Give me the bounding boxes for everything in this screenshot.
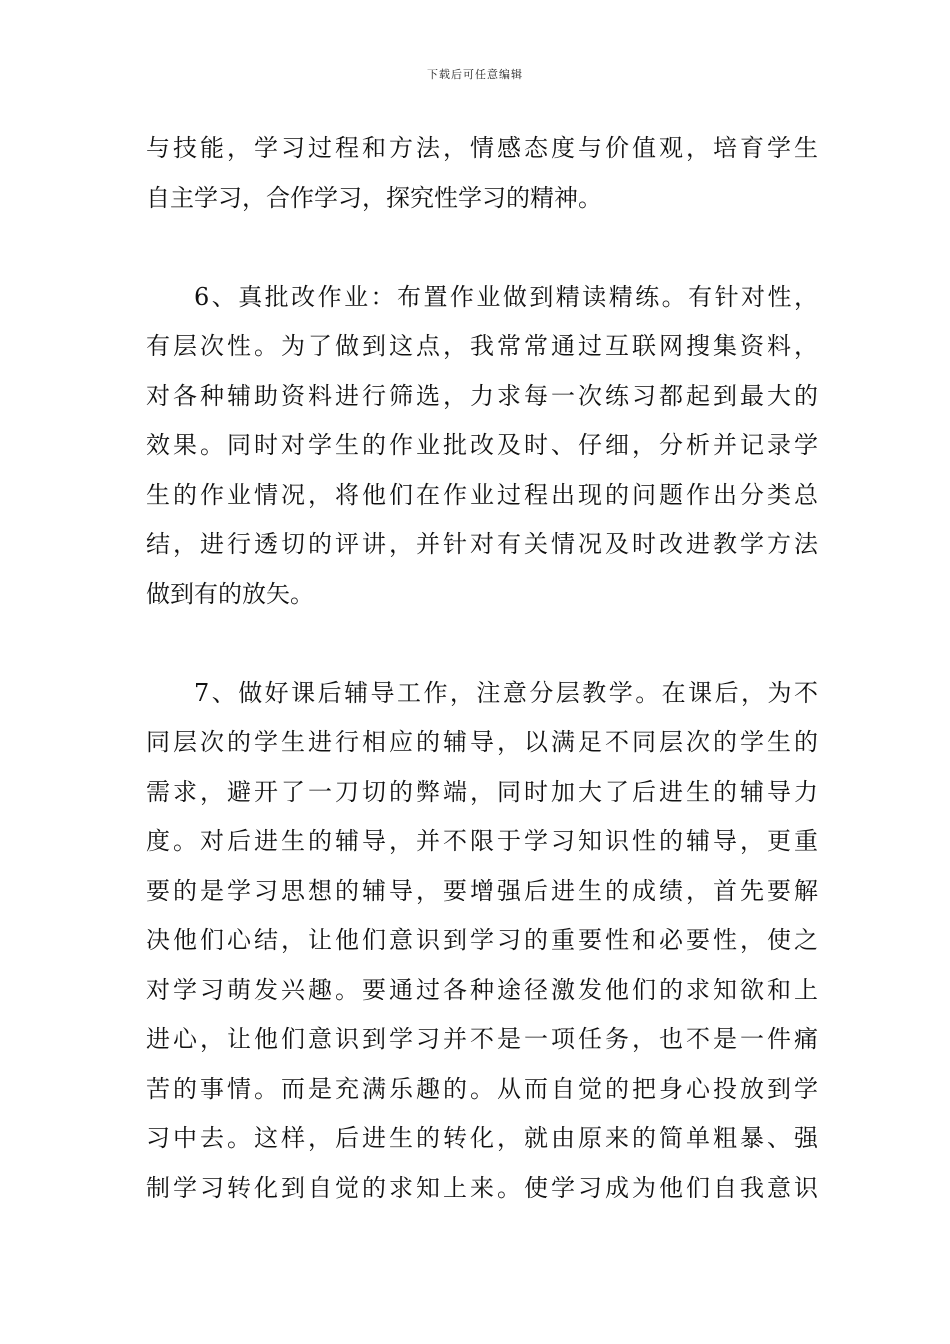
header-note: 下载后可任意编辑 [427,68,523,81]
text-line: 对各种辅助资料进行筛选，力求每一次练习都起到最大的 [146,381,818,410]
text-line: 习中去。这样，后进生的转化，就由原来的简单粗暴、强 [146,1124,818,1152]
text-line: 结，进行透切的评讲，并针对有关情况及时改进教学方法 [146,530,818,558]
text-line: 与技能，学习过程和方法，情感态度与价值观，培育学生 [146,134,818,162]
text-line: 自主学习，合作学习，探究性学习的精神。 [146,183,602,212]
text-line: 制学习转化到自觉的求知上来。使学习成为他们自我意识 [146,1173,818,1202]
text-line: 苦的事情。而是充满乐趣的。从而自觉的把身心投放到学 [146,1074,818,1103]
text-line: 度。对后进生的辅导，并不限于学习知识性的辅导，更重 [146,827,818,855]
paragraph-intro [146,124,818,223]
text-line: 进心，让他们意识到学习并不是一项任务，也不是一件痛 [146,1025,818,1053]
text-line: 7、做好课后辅导工作，注意分层教学。在课后，为不 [194,678,818,707]
text-line: 生的作业情况，将他们在作业过程出现的问题作出分类总 [146,480,818,509]
paragraph-gap [146,619,818,669]
text-line: 6、真批改作业：布置作业做到精读精练。有针对性， [194,282,818,311]
paragraph-gap [146,223,818,273]
text-line: 同层次的学生进行相应的辅导，以满足不同层次的学生的 [146,728,818,756]
text-line: 做到有的放矢。 [146,579,314,608]
text-line: 有层次性。为了做到这点，我常常通过互联网搜集资料， [146,332,818,360]
text-line: 对学习萌发兴趣。要通过各种途径激发他们的求知欲和上 [146,975,818,1004]
text-line: 要的是学习思想的辅导，要增强后进生的成绩，首先要解 [146,876,818,905]
text-line: 效果。同时对学生的作业批改及时、仔细，分析并记录学 [146,431,818,459]
paragraph-6 [146,273,818,620]
document-body [146,124,818,1213]
paragraph-7 [146,669,818,1214]
text-line: 决他们心结，让他们意识到学习的重要性和必要性，使之 [146,926,818,954]
text-line: 需求，避开了一刀切的弊端，同时加大了后进生的辅导力 [146,777,818,806]
